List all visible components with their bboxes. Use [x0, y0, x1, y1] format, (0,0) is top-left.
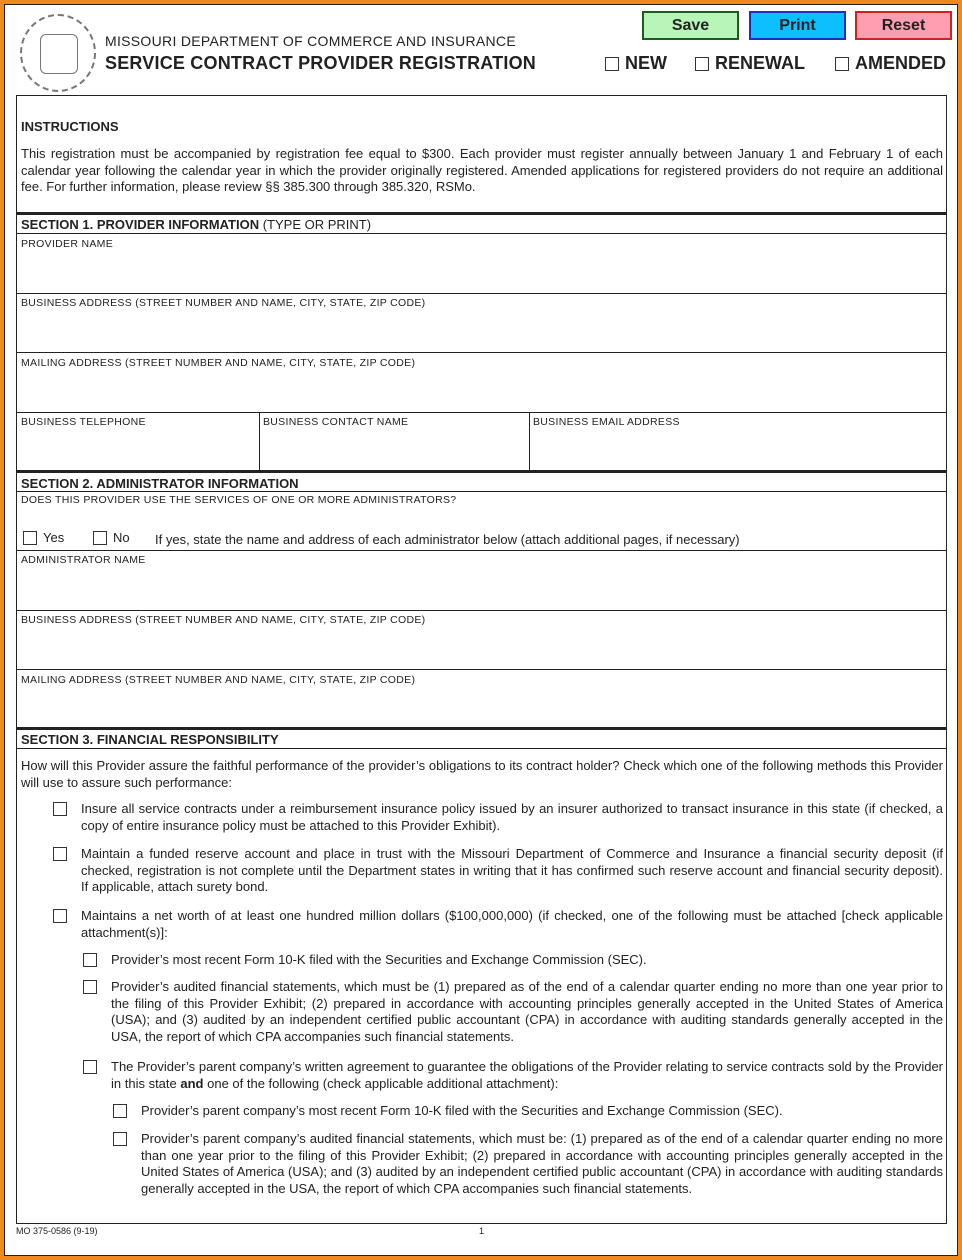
option-audited-statements[interactable]: Provider’s audited financial statements, which must be (1) prepared as of the end of a calendar quarter ending no more than one year prior to the filing of this Provider Exhibit; (2) prepared in accordance with accounting principles generally accepted in the United States of America (USA); and (3) audited by an independent certified public accountant (CPA) in accordance with auditing standards generally accepted in the USA, the report of which CPA accompanies such financial statements.: [83, 979, 943, 1045]
checkbox-label: AMENDED: [855, 53, 947, 73]
checkbox-icon[interactable]: [695, 57, 709, 71]
checkbox-icon[interactable]: [605, 57, 619, 71]
divider: [17, 212, 946, 215]
section2-heading: SECTION 2. ADMINISTRATOR INFORMATION: [21, 476, 299, 491]
checkbox-icon[interactable]: [83, 980, 97, 994]
department-name: MISSOURI DEPARTMENT OF COMMERCE AND INSURANCE: [105, 33, 516, 49]
business-contact-field[interactable]: BUSINESS CONTACT NAME: [263, 416, 409, 428]
checkbox-label: RENEWAL: [715, 53, 805, 73]
save-button[interactable]: Save: [642, 11, 739, 40]
section1-heading: SECTION 1. PROVIDER INFORMATION (TYPE OR PRINT): [21, 217, 372, 232]
checkbox-icon[interactable]: [83, 953, 97, 967]
option-insurance-policy[interactable]: Insure all service contracts under a reimbursement insurance policy issued by an insurer authorized to transact insurance in this state (if checked, a copy of entire insurance policy must be attached to this Provider Exhibit).: [53, 801, 943, 834]
state-seal-logo: [20, 14, 96, 92]
option-net-worth[interactable]: Maintains a net worth of at least one hundred million dollars ($100,000,000) (if checked, one of the following must be attached [check applicable attachment(s)]:: [53, 908, 943, 941]
print-button[interactable]: Print: [749, 11, 846, 40]
business-address-field[interactable]: BUSINESS ADDRESS (STREET NUMBER AND NAME, CITY, STATE, ZIP CODE): [21, 297, 426, 309]
form-title: SERVICE CONTRACT PROVIDER REGISTRATION: [105, 53, 536, 73]
checkbox-icon[interactable]: [53, 802, 67, 816]
divider: [17, 233, 946, 234]
option-parent-audited-statements[interactable]: Provider’s parent company’s audited financial statements, which must be: (1) prepared as of the end of a calendar quarter ending no more than one year prior to the filing of this Provider Exhibit; (2) prepared in accordance with accounting principles generally accepted in the United States of America (USA); and (3) audited by an independent certified public accountant (CPA) in accordance with auditing standards generally accepted in the USA, the report of which CPA accompanies such financial statements.: [113, 1131, 943, 1197]
section3-heading: SECTION 3. FINANCIAL RESPONSIBILITY: [21, 732, 279, 747]
mailing-address-field[interactable]: MAILING ADDRESS (STREET NUMBER AND NAME, CITY, STATE, ZIP CODE): [21, 357, 416, 369]
administrator-question: DOES THIS PROVIDER USE THE SERVICES OF ONE OR MORE ADMINISTRATORS?: [21, 494, 457, 506]
section3-intro: How will this Provider assure the faithful performance of the provider’s obligations to its contract holder? Check which one of the following methods this Provider will use to assure such performance:: [21, 758, 943, 790]
admin-business-address-field[interactable]: BUSINESS ADDRESS (STREET NUMBER AND NAME, CITY, STATE, ZIP CODE): [21, 614, 426, 626]
reset-button[interactable]: Reset: [855, 11, 952, 40]
checkbox-icon[interactable]: [113, 1132, 127, 1146]
option-reserve-account[interactable]: Maintain a funded reserve account and place in trust with the Missouri Department of Commerce and Insurance a financial security deposit (if checked, registration is not complete until the Department states in writing that it has confirmed such reserve account and financial security deposit). If applicable, attach surety bond.: [53, 846, 943, 896]
option-parent-guarantee[interactable]: The Provider’s parent company’s written agreement to guarantee the obligations of the Provider relating to service contracts sold by the Provider in this state and one of the following (check applicable additional attachment):: [83, 1059, 943, 1092]
checkbox-icon[interactable]: [53, 847, 67, 861]
option-parent-10k[interactable]: Provider’s parent company’s most recent Form 10-K filed with the Securities and Exchange Commission (SEC).: [113, 1103, 943, 1120]
page-number: 1: [479, 1226, 485, 1236]
business-telephone-field[interactable]: BUSINESS TELEPHONE: [21, 416, 146, 428]
checkbox-icon[interactable]: [835, 57, 849, 71]
provider-name-field[interactable]: PROVIDER NAME: [21, 238, 113, 250]
admin-yes-checkbox[interactable]: Yes: [23, 530, 64, 545]
option-form-10k[interactable]: Provider’s most recent Form 10-K filed with the Securities and Exchange Commission (SEC).: [83, 952, 943, 969]
admin-mailing-address-field[interactable]: MAILING ADDRESS (STREET NUMBER AND NAME, CITY, STATE, ZIP CODE): [21, 674, 416, 686]
checkbox-icon[interactable]: [83, 1060, 97, 1074]
form-body: [16, 95, 947, 1224]
business-email-field[interactable]: BUSINESS EMAIL ADDRESS: [533, 416, 680, 428]
checkbox-amended[interactable]: [835, 53, 946, 74]
admin-no-checkbox[interactable]: No: [93, 530, 130, 545]
checkbox-new[interactable]: [605, 53, 667, 74]
checkbox-icon[interactable]: [113, 1104, 127, 1118]
checkbox-renewal[interactable]: [695, 53, 805, 74]
form-number: MO 375-0586 (9-19): [16, 1226, 98, 1236]
administrator-name-field[interactable]: ADMINISTRATOR NAME: [21, 554, 146, 566]
instructions-text: This registration must be accompanied by registration fee equal to $300. Each provider must register annually between January 1 and February 1 of each calendar year following the calendar year in which the provider originally registered. Amended applications for registered providers do not require an additional fee. For further information, please review §§ 385.300 through 385.320, RSMo.: [21, 146, 943, 194]
instructions-heading: INSTRUCTIONS: [21, 119, 119, 134]
checkbox-icon[interactable]: [23, 531, 37, 545]
administrator-note: If yes, state the name and address of each administrator below (attach additional pages, if necessary): [155, 532, 740, 547]
checkbox-icon[interactable]: [93, 531, 107, 545]
checkbox-label: NEW: [625, 53, 667, 73]
checkbox-icon[interactable]: [53, 909, 67, 923]
